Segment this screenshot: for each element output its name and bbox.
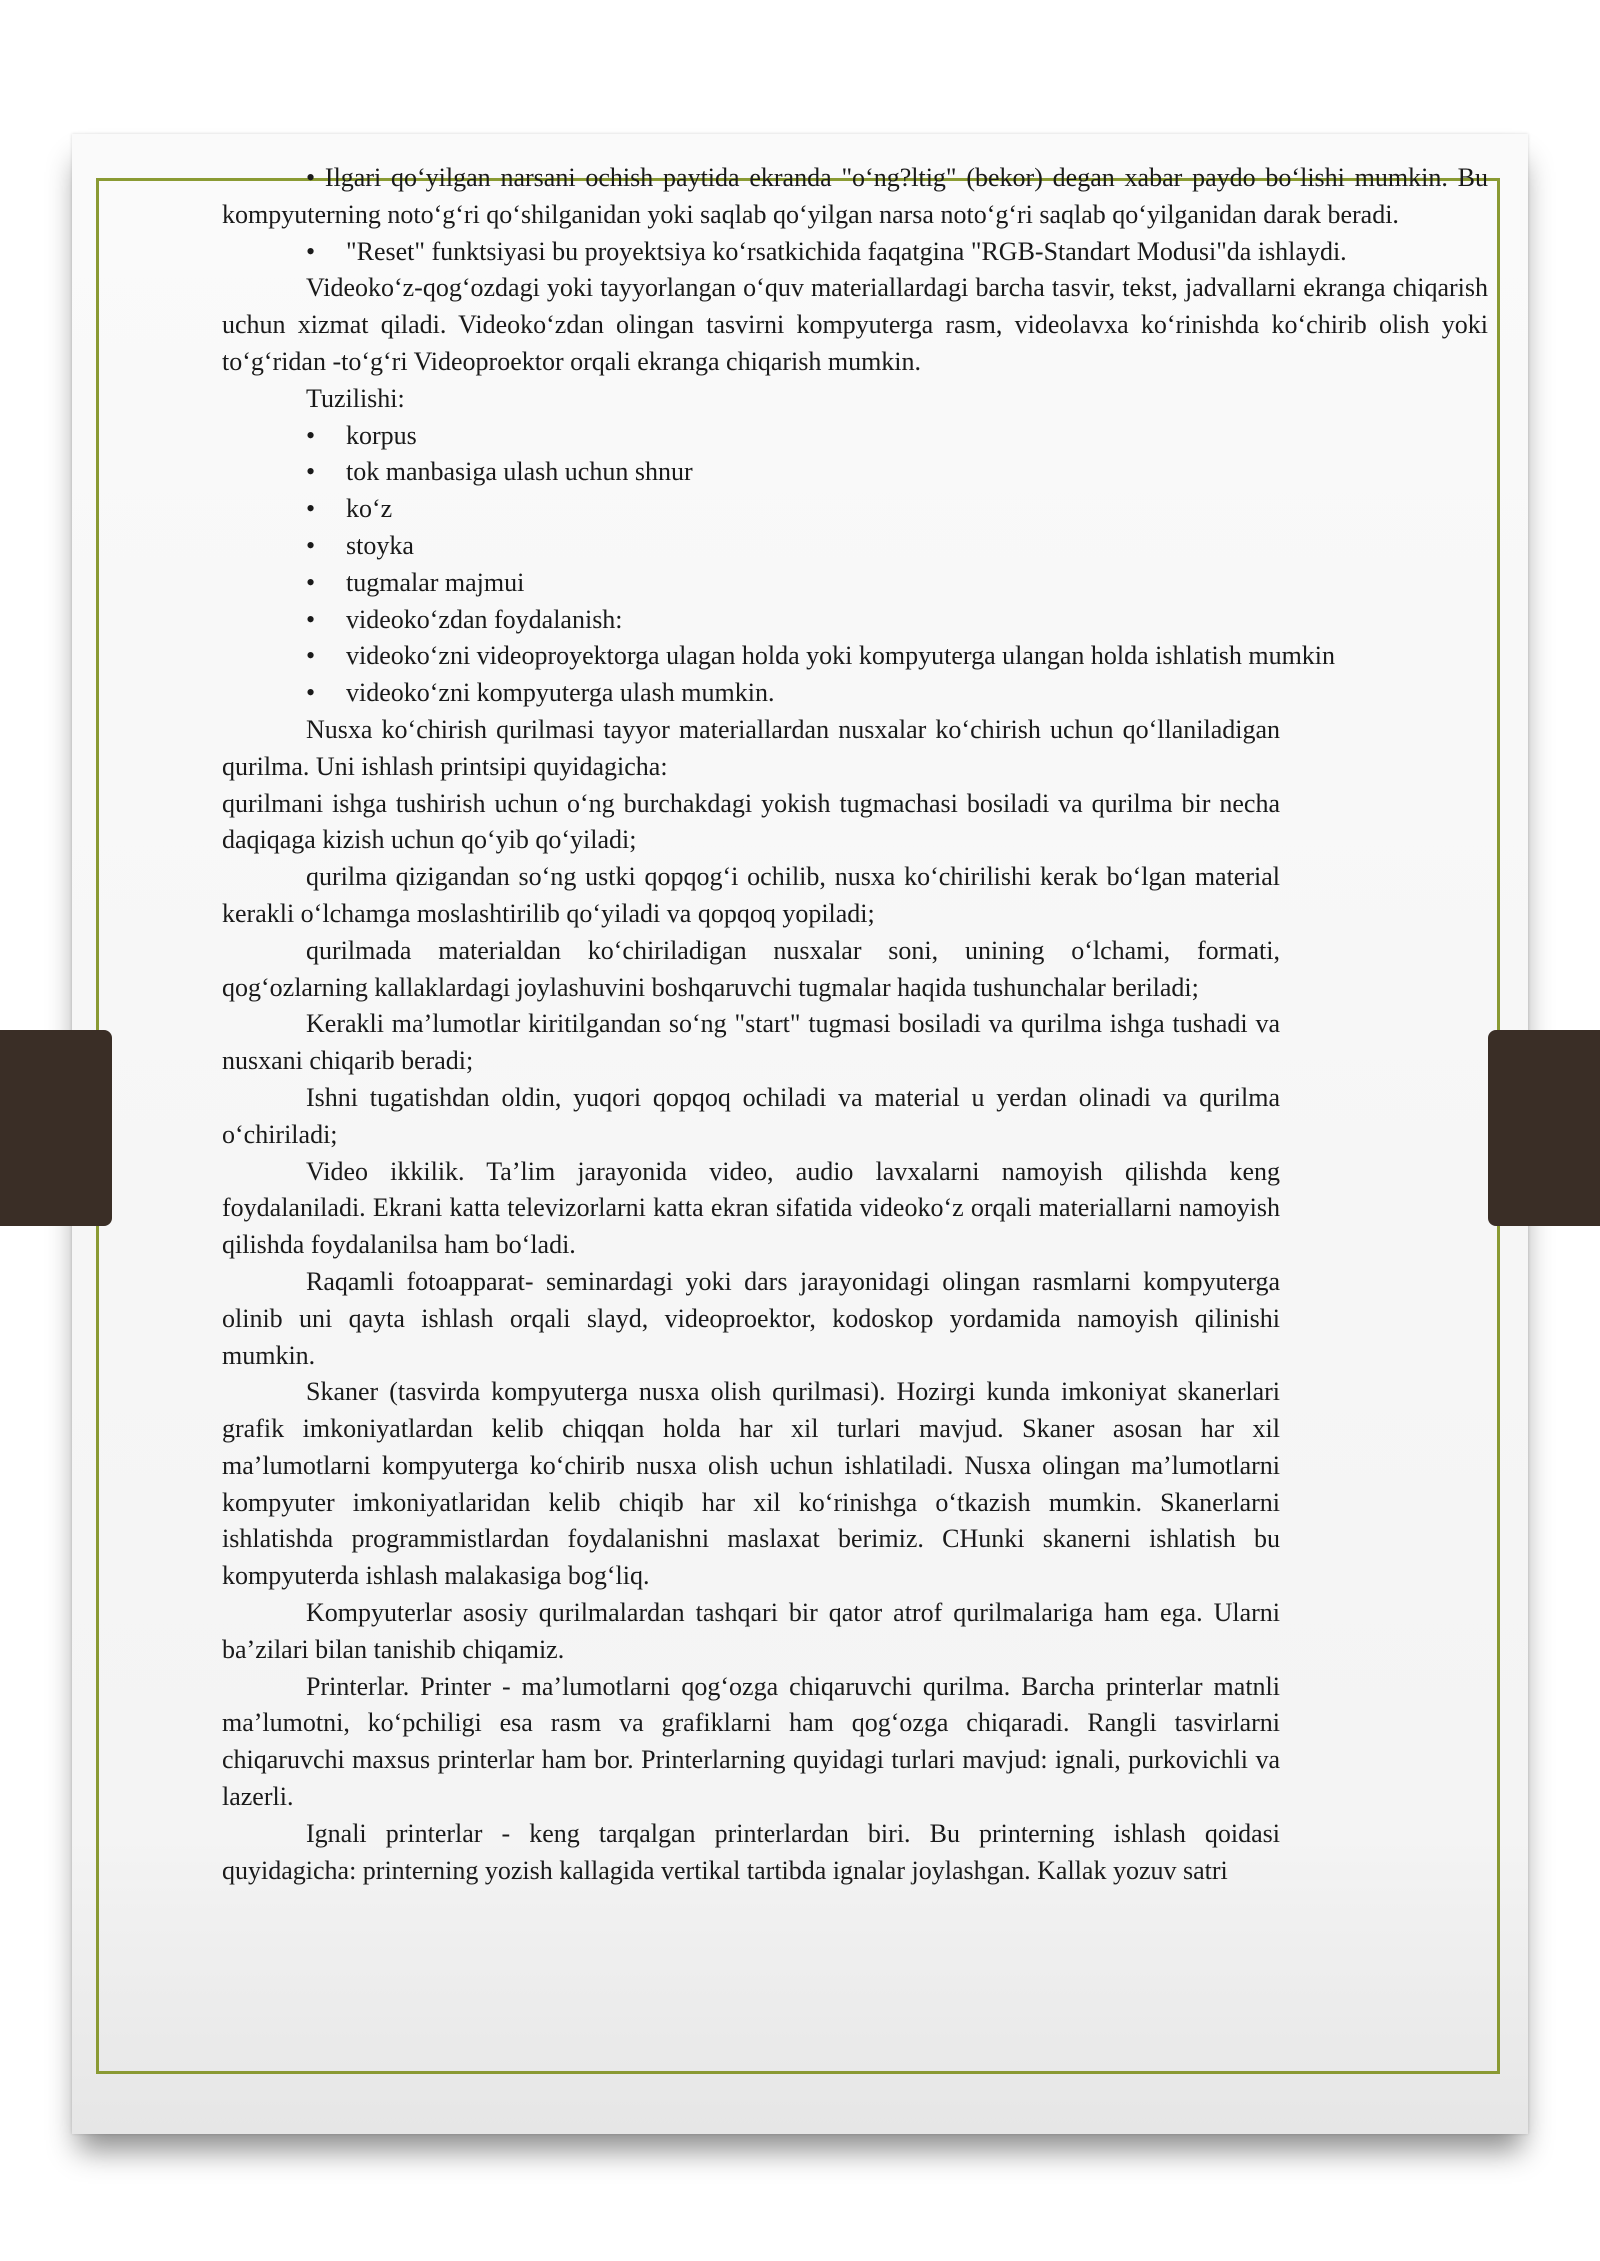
list-item: • videoko‘zni kompyuterga ulash mumkin. [306, 678, 775, 708]
list-item-text: videoko‘zni kompyuterga ulash mumkin. [346, 678, 775, 708]
list-item: • korpus [306, 420, 417, 450]
paragraph: Printerlar. Printer - ma’lumotlarni qog‘ozga chiqaruvchi qurilma. Barcha printerlar matnli ma’lumotni, ko‘pchiligi esa rasm va grafiklarni ham qog‘ozga chiqaradi. Rangli tasvirlarni chiqaruvchi maxsus printerlar ham bor. Printerlarning quyidagi turlari mavjud: ignali, purkovichli va lazerli. [222, 1671, 1280, 1812]
list-item-text: "Reset" funktsiyasi bu proyektsiya ko‘rsatkichida faqatgina "RGB-Standart Modusi"da ishlaydi. [346, 236, 1347, 266]
list-item: • videoko‘zdan foydalanish: [306, 604, 623, 634]
list-item: • stoyka [306, 530, 414, 560]
paragraph: qurilma qizigandan so‘ng ustki qopqog‘i ochilib, nusxa ko‘chirilishi kerak bo‘lgan material kerakli o‘lchamga moslashtirilib qo‘yiladi va qopqoq yopiladi; [222, 862, 1280, 928]
list-item-text: videoko‘zdan foydalanish: [346, 604, 623, 634]
list-item-text: tok manbasiga ulash uchun shnur [346, 457, 693, 487]
list-item-text: tugmalar majmui [346, 567, 525, 597]
paragraph: • Ilgari qo‘yilgan narsani ochish paytida ekranda "o‘ng?ltig" (bekor) degan xabar paydo bo‘lishi mumkin. Bu kompyuterning noto‘g‘ri qo‘shilganidan yoki saqlab qo‘yilgan narsa noto‘g‘ri saqlab qo‘yilganidan darak beradi. [222, 163, 1488, 229]
document-body [222, 160, 1488, 1889]
list-item-text: ko‘z [346, 494, 393, 524]
list-item: • tok manbasiga ulash uchun shnur [306, 457, 693, 487]
list-item: • ko‘z [306, 494, 393, 524]
paragraph: Ignali printerlar - keng tarqalgan printerlardan biri. Bu printerning ishlash qoidasi quyidagicha: printerning yozish kallagida vertikal tartibda ignalar joylashgan. Kallak yozuv satri [222, 1818, 1280, 1885]
paragraph: Raqamli fotoapparat- seminardagi yoki dars jarayonidagi olingan rasmlarni kompyuterga olinib uni qayta ishlash orqali slayd, videoproektor, kodoskop yordamida namoyish qilinishi mumkin. [222, 1266, 1280, 1370]
list-item-text: videoko‘zni videoproyektorga ulagan holda yoki kompyuterga ulangan holda ishlatish mumkin [346, 641, 1336, 671]
paragraph: Kompyuterlar asosiy qurilmalardan tashqari bir qator atrof qurilmalariga ham ega. Ularni ba’zilari bilan tanishib chiqamiz. [222, 1598, 1280, 1664]
paragraph: Videoko‘z-qog‘ozdagi yoki tayyorlangan o‘quv materiallardagi barcha tasvir, tekst, jadvallarni ekranga chiqarish uchun xizmat qiladi. Videoko‘zdan olingan tasvirni kompyuterga rasm, videolavxa ko‘rinishda ko‘chirib olish yoki to‘g‘ridan -to‘g‘ri Videoproektor orqali ekranga chiqarish mumkin. [222, 273, 1488, 376]
list-item: • videoko‘zni videoproyektorga ulagan holda yoki kompyuterga ulangan holda ishlatish mumkin [306, 641, 1336, 671]
paragraph: Kerakli ma’lumotlar kiritilgandan so‘ng "start" tugmasi bosiladi va qurilma ishga tushadi va nusxani chiqarib beradi; [222, 1009, 1280, 1076]
paragraph: Nusxa ko‘chirish qurilmasi tayyor materiallardan nusxalar ko‘chirish uchun qo‘llaniladigan qurilma. Uni ishlash printsipi quyidagicha: [222, 714, 1280, 781]
list-item-text: stoyka [346, 530, 414, 560]
paragraph: Ishni tugatishdan oldin, yuqori qopqoq ochiladi va material u yerdan olinadi va qurilma o‘chiriladi; [222, 1082, 1280, 1149]
paragraph: qurilmani ishga tushirish uchun o‘ng burchakdagi yokish tugmachasi bosiladi va qurilma bir necha daqiqaga kizish uchun qo‘yib qo‘yiladi; [222, 788, 1280, 855]
list-item: • tugmalar majmui [306, 567, 525, 597]
right-binder-tab [1488, 1030, 1600, 1226]
paragraph: Skaner (tasvirda kompyuterga nusxa olish qurilmasi). Hozirgi kunda imkoniyat skanerlari grafik imkoniyatlardan kelib chiqqan holda har xil turlari mavjud. Skaner asosan har xil ma’lumotlarni kompyuterga ko‘chirib nusxa olish uchun ishlatiladi. Nusxa olingan ma’lumotlarni kompyuter imkoniyatlaridan kelib chiqib har xil ko‘rinishga o‘tkazish mumkin. Skanerlarni ishlatishda programmistlardan foydalanishni maslaxat berimiz. CHunki skanerni ishlatish bu kompyuterda ishlash malakasiga bog‘liq. [222, 1377, 1280, 1591]
section-heading: Tuzilishi: [306, 383, 405, 413]
left-binder-tab [0, 1030, 112, 1226]
lower-text-block [222, 712, 1280, 1890]
list-item-text: korpus [346, 420, 417, 450]
list-item: • "Reset" funktsiyasi bu proyektsiya ko‘rsatkichida faqatgina "RGB-Standart Modusi"da ishlaydi. [306, 236, 1347, 266]
paragraph: qurilmada materialdan ko‘chiriladigan nusxalar soni, unining o‘lchami, formati, qog‘ozlarning kallaklardagi joylashuvini boshqaruvchi tugmalar haqida tushunchalar beriladi; [222, 935, 1280, 1002]
paragraph: Video ikkilik. Ta’lim jarayonida video, audio lavxalarni namoyish qilishda keng foydalaniladi. Ekrani katta televizorlarni katta ekran sifatida videoko‘z orqali materiallarni namoyish qilishda foydalanilsa ham bo‘ladi. [222, 1156, 1280, 1260]
